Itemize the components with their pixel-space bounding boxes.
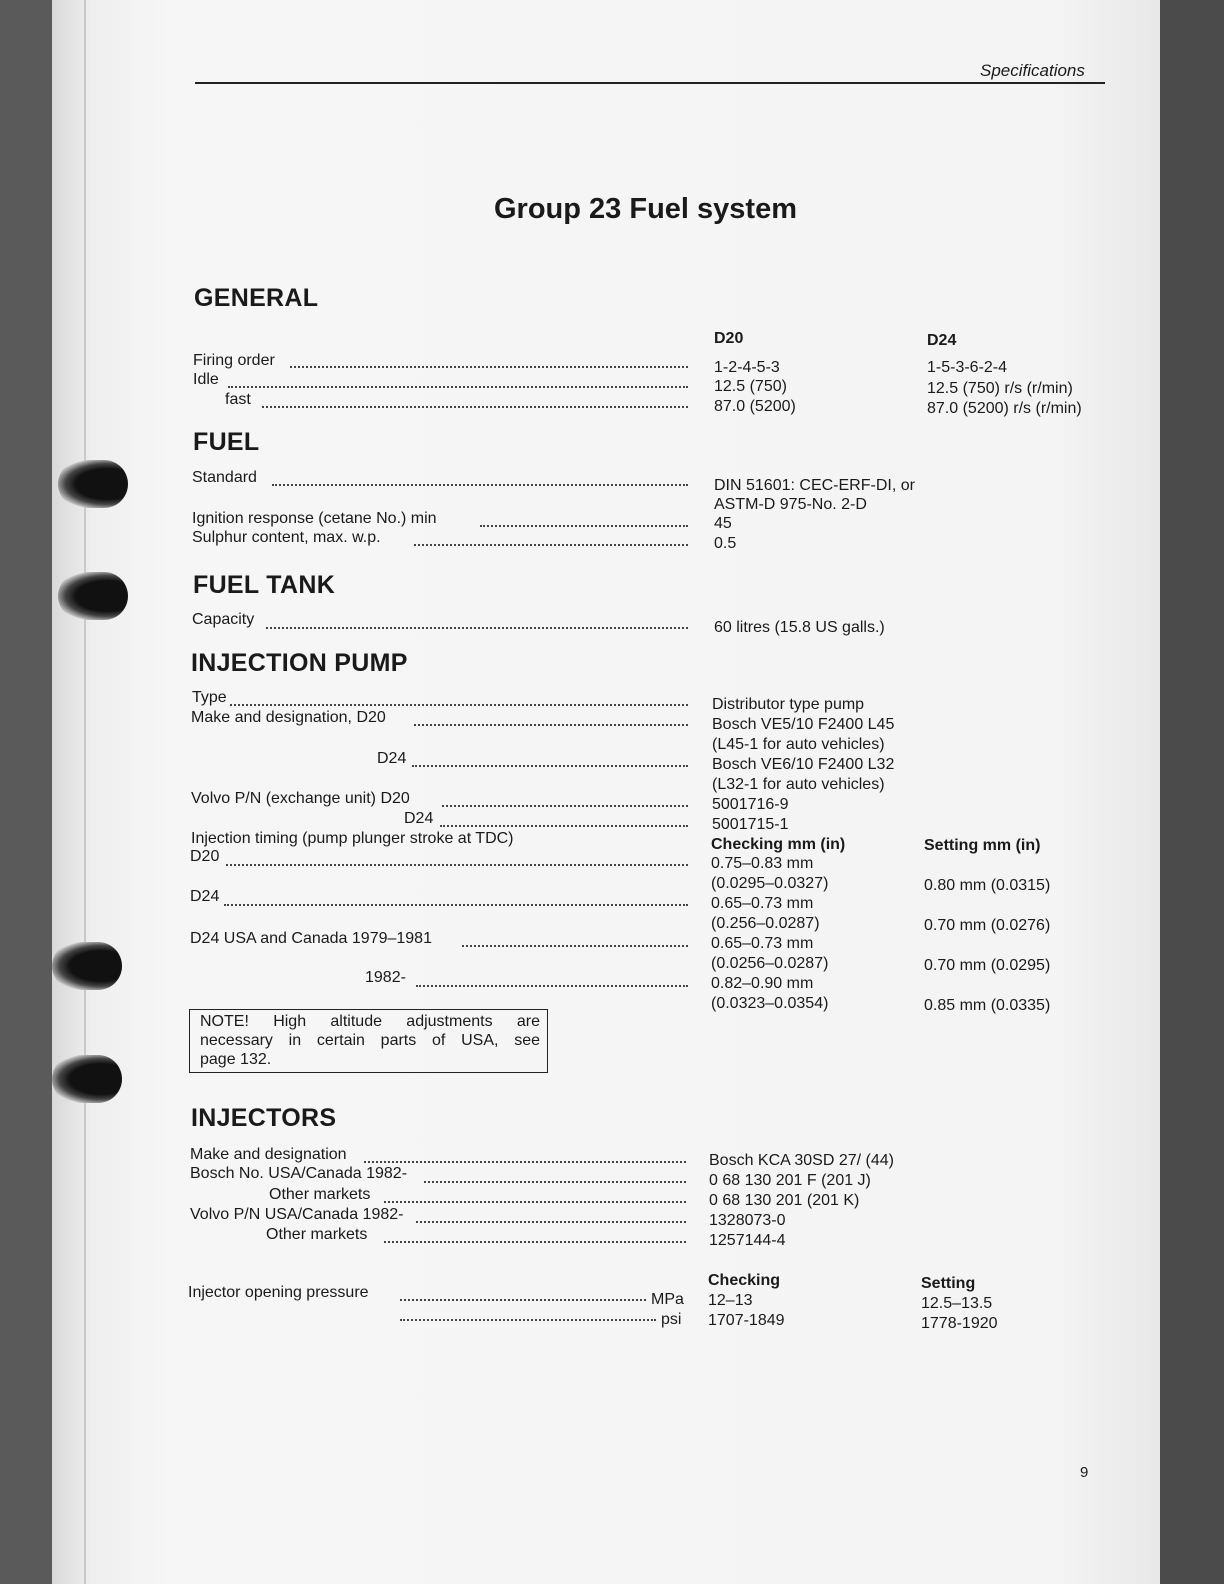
leader <box>400 1319 656 1321</box>
label-volvo-usa: Volvo P/N USA/Canada 1982- <box>190 1206 404 1223</box>
timing-setting-d24: 0.70 mm (0.0276) <box>924 917 1051 934</box>
label-opening-pressure: Injector opening pressure <box>188 1284 369 1301</box>
note-line-1: NOTE! High altitude adjustments are <box>200 1013 540 1030</box>
label-bosch-other: Other markets <box>269 1186 371 1203</box>
value-volvo-other: 1257144-4 <box>709 1232 786 1249</box>
timing-check-usa-1979-1: 0.65–0.73 mm <box>711 935 814 952</box>
unit-mpa: MPa <box>651 1291 684 1308</box>
leader <box>230 704 688 706</box>
label-firing-order: Firing order <box>193 352 275 369</box>
header-setting: Setting <box>921 1275 976 1292</box>
leader <box>266 627 688 629</box>
leader <box>364 1161 686 1163</box>
timing-check-d20-1: 0.75–0.83 mm <box>711 855 814 872</box>
leader <box>480 525 688 527</box>
header-checking-mm: Checking mm (in) <box>711 836 846 853</box>
value-make-d20-1: Bosch VE5/10 F2400 L45 <box>712 716 895 733</box>
leader <box>290 366 688 368</box>
section-label: Specifications <box>980 61 1085 80</box>
value-fast-d24: 87.0 (5200) r/s (r/min) <box>927 400 1082 417</box>
label-make-d20: Make and designation, D20 <box>191 709 386 726</box>
timing-label-usa-1979: D24 USA and Canada 1979–1981 <box>190 930 432 947</box>
note-box <box>189 1009 548 1073</box>
label-volvo-d20: Volvo P/N (exchange unit) D20 <box>191 790 410 807</box>
page-edge <box>1160 0 1224 1584</box>
value-fast-d20: 87.0 (5200) <box>714 398 796 415</box>
timing-check-usa-1979-2: (0.0256–0.0287) <box>711 955 829 972</box>
label-make-d24: D24 <box>377 750 407 767</box>
col-d24: D24 <box>927 332 957 349</box>
value-volvo-d20: 5001716-9 <box>712 796 789 813</box>
leader <box>442 805 688 807</box>
note-line-3: page 132. <box>200 1051 272 1068</box>
heading-injection-pump: INJECTION PUMP <box>191 649 408 677</box>
leader <box>226 864 688 866</box>
label-bosch-usa: Bosch No. USA/Canada 1982- <box>190 1165 408 1182</box>
col-d20: D20 <box>714 330 744 347</box>
value-bosch-usa: 0 68 130 201 F (201 J) <box>709 1172 871 1189</box>
label-ignition: Ignition response (cetane No.) min <box>192 510 437 527</box>
header-rule <box>195 82 1105 84</box>
leader <box>384 1241 686 1243</box>
value-make-d20-2: (L45-1 for auto vehicles) <box>712 736 885 753</box>
timing-label-d24: D24 <box>190 888 220 905</box>
value-volvo-d24: 5001715-1 <box>712 816 789 833</box>
timing-check-d24-2: (0.256–0.0287) <box>711 915 820 932</box>
label-sulphur: Sulphur content, max. w.p. <box>192 529 381 546</box>
label-idle: Idle <box>193 371 219 388</box>
leader <box>424 1181 686 1183</box>
leader <box>228 386 688 388</box>
note-line-2: necessary in certain parts of USA, see <box>200 1032 540 1049</box>
value-standard-2: ASTM-D 975-No. 2-D <box>714 496 867 513</box>
punch-hole <box>52 1055 122 1103</box>
timing-check-d24-1: 0.65–0.73 mm <box>711 895 814 912</box>
heading-fuel: FUEL <box>193 428 260 456</box>
leader <box>440 825 688 827</box>
timing-check-d20-2: (0.0295–0.0327) <box>711 875 829 892</box>
timing-setting-1982: 0.85 mm (0.0335) <box>924 997 1051 1014</box>
page-number: 9 <box>1080 1464 1089 1481</box>
leader <box>400 1299 646 1301</box>
leader <box>414 544 688 546</box>
value-idle-d20: 12.5 (750) <box>714 378 787 395</box>
leader <box>272 484 688 486</box>
value-set-psi: 1778-1920 <box>921 1315 998 1332</box>
binding-shadow <box>84 0 86 1584</box>
timing-check-1982-2: (0.0323–0.0354) <box>711 995 829 1012</box>
value-volvo-usa: 1328073-0 <box>709 1212 786 1229</box>
punch-hole <box>52 942 122 990</box>
value-capacity: 60 litres (15.8 US galls.) <box>714 619 885 636</box>
value-set-mpa: 12.5–13.5 <box>921 1295 993 1312</box>
value-sulphur: 0.5 <box>714 535 737 552</box>
punch-hole <box>58 460 128 508</box>
leader <box>462 945 688 947</box>
timing-label-1982: 1982- <box>365 969 406 986</box>
label-volvo-d24: D24 <box>404 810 434 827</box>
leader <box>412 765 688 767</box>
leader <box>262 406 688 408</box>
value-firing-d24: 1-5-3-6-2-4 <box>927 359 1008 376</box>
timing-label-d20: D20 <box>190 848 220 865</box>
label-capacity: Capacity <box>192 611 255 628</box>
value-injector-make: Bosch KCA 30SD 27/ (44) <box>709 1152 894 1169</box>
label-injection-timing: Injection timing (pump plunger stroke at TDC) <box>191 830 514 847</box>
leader <box>416 985 688 987</box>
show-through <box>470 124 478 156</box>
label-volvo-other: Other markets <box>266 1226 368 1243</box>
heading-general: GENERAL <box>194 284 319 312</box>
value-standard-1: DIN 51601: CEC-ERF-DI, or <box>714 477 915 494</box>
value-check-psi: 1707-1849 <box>708 1312 785 1329</box>
value-make-d24-2: (L32-1 for auto vehicles) <box>712 776 885 793</box>
value-firing-d20: 1-2-4-5-3 <box>714 359 780 376</box>
timing-setting-usa-1979: 0.70 mm (0.0295) <box>924 957 1051 974</box>
value-ignition: 45 <box>714 515 732 532</box>
timing-check-1982-1: 0.82–0.90 mm <box>711 975 814 992</box>
value-type: Distributor type pump <box>712 696 865 713</box>
punch-hole <box>58 572 128 620</box>
value-make-d24-1: Bosch VE6/10 F2400 L32 <box>712 756 895 773</box>
leader <box>224 904 688 906</box>
header-setting-mm: Setting mm (in) <box>924 837 1041 854</box>
label-injector-make: Make and designation <box>190 1146 347 1163</box>
label-type: Type <box>192 689 227 706</box>
leader <box>416 1221 686 1223</box>
heading-fuel-tank: FUEL TANK <box>193 571 336 599</box>
value-check-mpa: 12–13 <box>708 1292 753 1309</box>
leader <box>414 724 688 726</box>
heading-injectors: INJECTORS <box>191 1104 337 1132</box>
label-fast: fast <box>225 391 251 408</box>
header-checking: Checking <box>708 1272 781 1289</box>
value-bosch-other: 0 68 130 201 (201 K) <box>709 1192 860 1209</box>
value-idle-d24: 12.5 (750) r/s (r/min) <box>927 380 1073 397</box>
label-standard: Standard <box>192 469 257 486</box>
page-title: Group 23 Fuel system <box>494 193 797 225</box>
unit-psi: psi <box>661 1311 682 1328</box>
leader <box>384 1201 686 1203</box>
timing-setting-d20: 0.80 mm (0.0315) <box>924 877 1051 894</box>
